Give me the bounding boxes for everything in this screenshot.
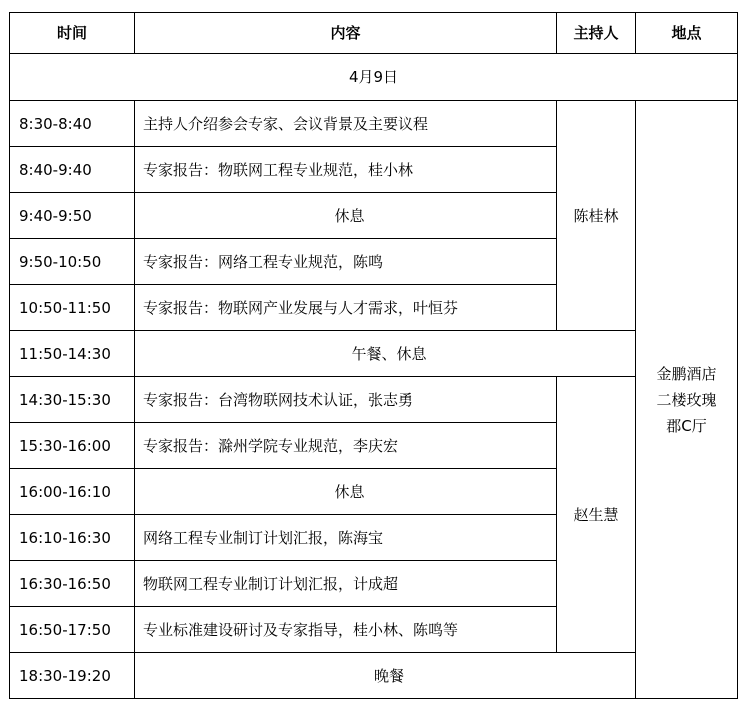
location-line-3: 郡C厅 (666, 416, 707, 435)
time-cell: 9:40-9:50 (10, 193, 135, 239)
date-row (10, 54, 738, 101)
time-cell: 11:50-14:30 (10, 331, 135, 377)
host-morning: 陈桂林 (557, 101, 636, 331)
schedule-table (9, 12, 738, 699)
time-cell: 16:30-16:50 (10, 561, 135, 607)
content-cell: 专家报告：滁州学院专业规范，李庆宏 (135, 423, 557, 469)
time-cell: 16:50-17:50 (10, 607, 135, 653)
content-cell: 专家报告：台湾物联网技术认证，张志勇 (135, 377, 557, 423)
time-cell: 10:50-11:50 (10, 285, 135, 331)
time-cell: 14:30-15:30 (10, 377, 135, 423)
header-time: 时间 (10, 13, 135, 54)
time-cell: 18:30-19:20 (10, 653, 135, 699)
table-row (10, 101, 738, 147)
location-line-2: 二楼玫瑰 (656, 390, 717, 409)
header-content: 内容 (135, 13, 557, 54)
table-row (10, 331, 738, 377)
content-cell: 专业标准建设研讨及专家指导，桂小林、陈鸣等 (135, 607, 557, 653)
date-cell: 4月9日 (10, 54, 738, 101)
host-afternoon: 赵生慧 (557, 377, 636, 653)
content-cell: 专家报告：网络工程专业规范，陈鸣 (135, 239, 557, 285)
content-cell: 休息 (135, 193, 557, 239)
content-cell: 晚餐 (135, 653, 636, 699)
content-cell: 主持人介绍参会专家、会议背景及主要议程 (135, 101, 557, 147)
content-cell: 专家报告：物联网产业发展与人才需求，叶恒芬 (135, 285, 557, 331)
content-cell: 网络工程专业制订计划汇报，陈海宝 (135, 515, 557, 561)
header-location: 地点 (636, 13, 738, 54)
time-cell: 16:10-16:30 (10, 515, 135, 561)
content-cell: 休息 (135, 469, 557, 515)
header-host: 主持人 (557, 13, 636, 54)
time-cell: 8:40-9:40 (10, 147, 135, 193)
content-cell: 专家报告：物联网工程专业规范，桂小林 (135, 147, 557, 193)
time-cell: 15:30-16:00 (10, 423, 135, 469)
location-cell (636, 101, 738, 699)
time-cell: 8:30-8:40 (10, 101, 135, 147)
content-cell: 午餐、休息 (135, 331, 636, 377)
header-row (10, 13, 738, 54)
time-cell: 9:50-10:50 (10, 239, 135, 285)
content-cell: 物联网工程专业制订计划汇报，计成超 (135, 561, 557, 607)
table-row (10, 377, 738, 423)
time-cell: 16:00-16:10 (10, 469, 135, 515)
table-row (10, 653, 738, 699)
location-line-1: 金鹏酒店 (656, 364, 717, 383)
